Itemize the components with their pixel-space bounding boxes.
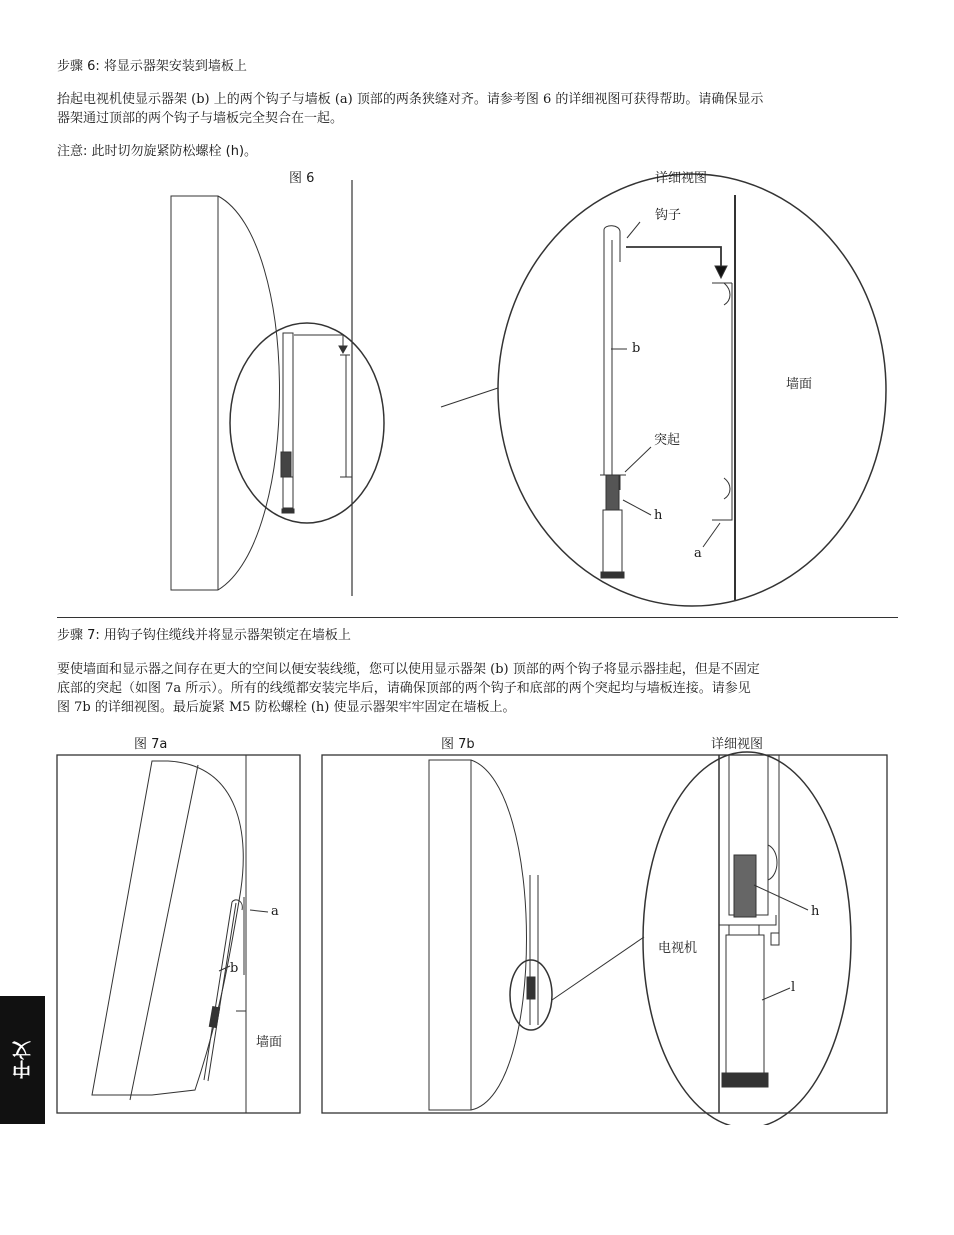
fig6-tv-outline	[171, 196, 280, 590]
step7-title: 步骤 7: 用钩子钩住缆线并将显示器架锁定在墙板上	[57, 628, 351, 643]
fig6-callout-b: b	[632, 341, 641, 356]
fig7b-callout-tv: 电视机	[658, 941, 698, 956]
language-side-tab	[0, 996, 45, 1124]
language-side-tab-label: 中文	[12, 1041, 34, 1079]
fig6-small-circle	[230, 323, 384, 523]
fig6-label: 图 6	[289, 171, 315, 186]
fig7a-frame	[57, 755, 300, 1113]
step7-paragraph-line1: 要使墙面和显示器之间存在更大的空间以便安装线缆，您可以使用显示器架 (b) 顶部的两个钩子将显示器挂起，但是不固定	[57, 662, 760, 677]
fig7a-callout-a: a	[271, 904, 279, 919]
fig7b-detail-label: 详细视图	[711, 737, 764, 752]
fig7a-callout-b: b	[230, 961, 239, 976]
fig6-detail-label: 详细视图	[655, 171, 708, 186]
figure-7	[0, 725, 954, 1125]
fig6-callout-wall: 墙面	[786, 377, 813, 392]
fig6-detail-circle	[498, 174, 886, 606]
step6-note: 注意: 此时切勿旋紧防松螺栓 (h)。	[57, 144, 258, 159]
fig7a-callout-wall: 墙面	[256, 1035, 283, 1050]
fig7b-frame	[322, 755, 887, 1113]
fig7b-callout-h: h	[811, 904, 820, 919]
step7-paragraph	[57, 660, 899, 717]
fig7b-label: 图 7b	[441, 737, 475, 752]
step6-paragraph-line2: 器架通过顶部的两个钩子与墙板完全契合在一起。	[57, 111, 344, 126]
fig7b-detail-circle	[643, 752, 851, 1125]
fig6-callout-protrusion: 突起	[654, 433, 681, 448]
fig6-callout-h: h	[654, 508, 663, 523]
fig6-callout-a: a	[694, 546, 702, 561]
fig7a-label: 图 7a	[134, 737, 168, 752]
fig7b-callout-l: l	[791, 980, 796, 995]
step6-title: 步骤 6: 将显示器架安装到墙板上	[57, 59, 247, 74]
section-divider	[57, 617, 898, 618]
step7-paragraph-line2: 底部的突起（如图 7a 所示）。所有的线缆都安装完毕后，请确保顶部的两个钩子和底部的两个突起均与墙板连接。请参见	[57, 681, 751, 696]
step7-paragraph-line3: 图 7b 的详细视图。最后旋紧 M5 防松螺栓 (h) 使显示器架牢牢固定在墙板上。	[57, 700, 516, 715]
fig6-callout-hook: 钩子	[655, 208, 682, 223]
step6-paragraph-line1: 抬起电视机使显示器架 (b) 上的两个钩子与墙板 (a) 顶部的两条狭缝对齐。请参考图 6 的详细视图可获得帮助。请确保显示	[57, 92, 764, 107]
